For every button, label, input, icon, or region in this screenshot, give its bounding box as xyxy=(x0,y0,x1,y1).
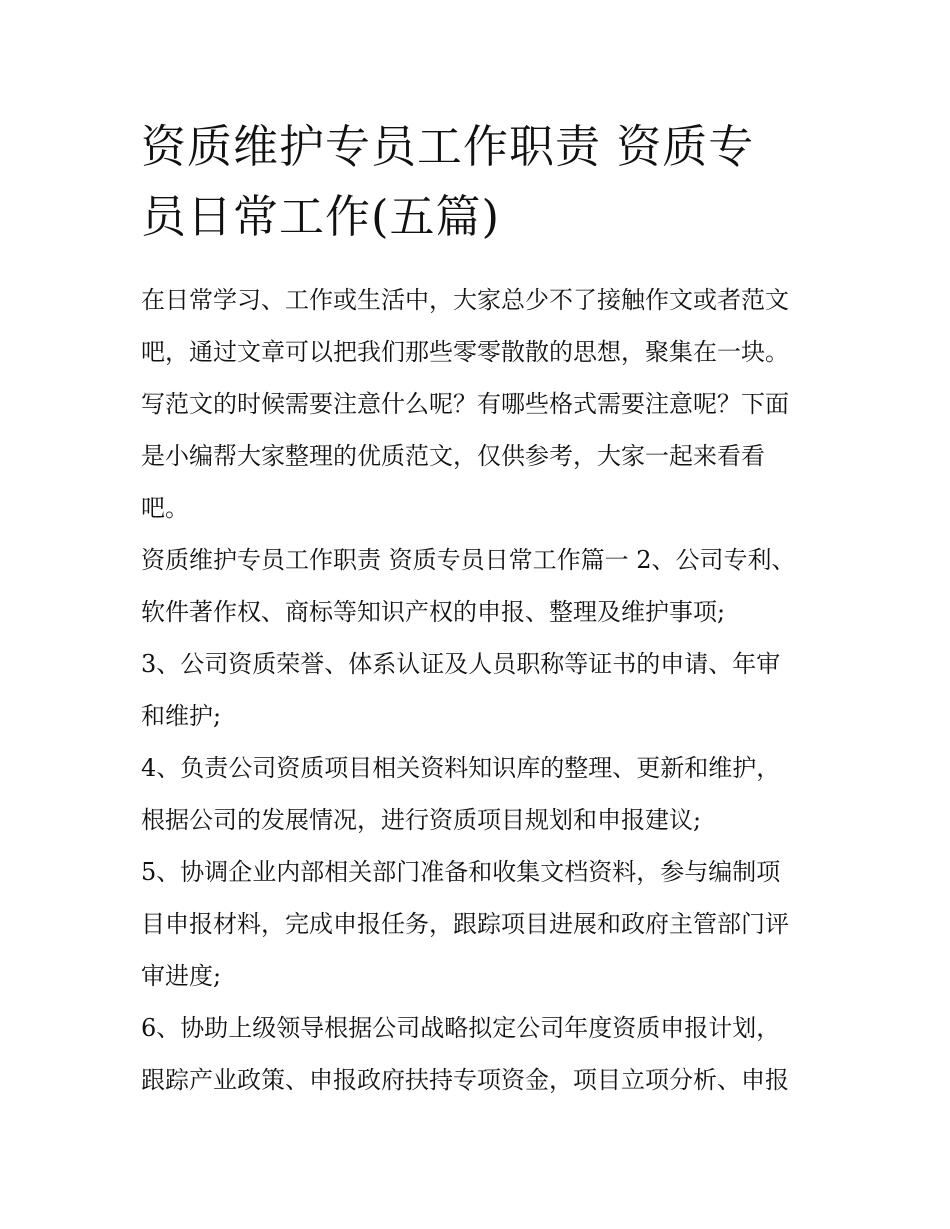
text-line: 在日常学习、工作或生活中，大家总少不了接触作文或者范文 xyxy=(141,286,789,314)
document-body xyxy=(141,112,816,1106)
text-line: 软件著作权、商标等知识产权的申报、整理及维护事项; xyxy=(141,598,726,626)
text-line: 目申报材料，完成申报任务，跟踪项目进展和政府主管部门评 xyxy=(141,910,789,938)
text-line: 审进度; xyxy=(141,962,222,990)
duty-item-6 xyxy=(141,1002,816,1106)
intro-paragraph xyxy=(141,274,816,534)
text-line: 根据公司的发展情况，进行资质项目规划和申报建议; xyxy=(141,806,702,834)
text-line: 3、公司资质荣誉、体系认证及人员职称等证书的申请、年审 xyxy=(141,650,781,678)
text-line: 和维护; xyxy=(141,702,222,730)
duty-item-3 xyxy=(141,638,816,742)
section-heading-paragraph xyxy=(141,534,816,638)
text-line: 5、协调企业内部相关部门准备和收集文档资料，参与编制项 xyxy=(141,858,781,886)
text-line: 是小编帮大家整理的优质范文，仅供参考，大家一起来看看 xyxy=(141,442,765,470)
text-line: 4、负责公司资质项目相关资料知识库的整理、更新和维护， xyxy=(141,754,781,782)
title-line: 资质维护专员工作职责 资质专 xyxy=(141,120,755,173)
title-line: 员日常工作(五篇) xyxy=(141,190,501,243)
text-line: 6、协助上级领导根据公司战略拟定公司年度资质申报计划， xyxy=(141,1014,781,1042)
text-line: 资质维护专员工作职责 资质专员日常工作篇一 2、公司专利、 xyxy=(141,546,796,574)
duty-item-5 xyxy=(141,846,816,1002)
text-line: 吧，通过文章可以把我们那些零零散散的思想，聚集在一块。 xyxy=(141,338,789,366)
text-line: 吧。 xyxy=(141,494,189,522)
text-line: 跟踪产业政策、申报政府扶持专项资金，项目立项分析、申报 xyxy=(141,1066,789,1094)
document-title xyxy=(141,112,816,252)
duty-item-4 xyxy=(141,742,816,846)
text-line: 写范文的时候需要注意什么呢？有哪些格式需要注意呢？下面 xyxy=(141,390,789,418)
